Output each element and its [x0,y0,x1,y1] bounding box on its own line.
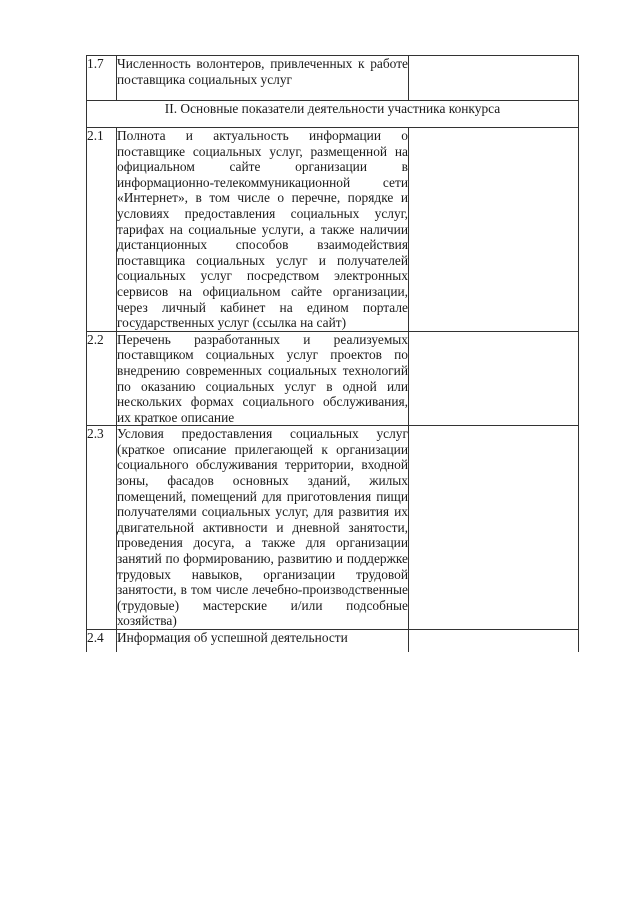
row-number: 2.2 [87,331,117,426]
indicator-value-cell [409,128,579,332]
table-row [87,630,579,653]
indicator-value-cell [409,630,579,653]
indicator-value-cell [409,331,579,426]
row-number: 2.3 [87,426,117,630]
table-row [87,426,579,630]
indicator-value-cell [409,426,579,630]
indicator-text: Полнота и актуальность информации о поставщике социальных услуг, размещенной на официальном сайте организации в информационно-телекоммуникационной сети «Интернет», в том числе о перечне, порядке и условиях предоставления социальных услуг, тарифах на социальные услуги, а также наличии дистанционных способов взаимодействия поставщика социальных услуг и получателей социальных услуг посредством электронных сервисов на официальном сайте организации, через личный кабинет на едином портале государственных услуг (ссылка на сайт) [117,128,408,331]
section-header-row [87,101,579,128]
row-number: 2.4 [87,630,117,653]
indicator-text: Условия предоставления социальных услуг (краткое описание прилегающей к организации социального обслуживания территории, входной зоны, фасадов основных зданий, жилых помещений, помещений для приготовления пищи получателями социальных услуг, для развития их двигательной активности и дневной занятости, проведения досуга, а также для организации занятий по формированию, развитию и поддержке трудовых навыков, организации трудовой занятости, в том числе лечебно-производственные (трудовые) мастерские и/или подсобные хозяйства) [117,426,408,629]
row-number: 2.1 [87,128,117,332]
table-row [87,331,579,426]
section-title: II. Основные показатели деятельности участника конкурса [87,101,579,128]
table-row [87,56,579,101]
indicator-text: Численность волонтеров, привлеченных к работе поставщика социальных услуг [117,56,409,101]
row-number: 1.7 [87,56,117,101]
indicators-table [86,55,579,652]
indicator-text: Перечень разработанных и реализуемых поставщиком социальных услуг проектов по внедрению современных социальных технологий по оказанию социальных услуг в одной или нескольких формах социального обслуживания, их краткое описание [117,331,408,425]
indicator-value-cell [409,56,579,101]
indicator-text: Информация об успешной деятельности [117,630,409,653]
table-row [87,128,579,332]
